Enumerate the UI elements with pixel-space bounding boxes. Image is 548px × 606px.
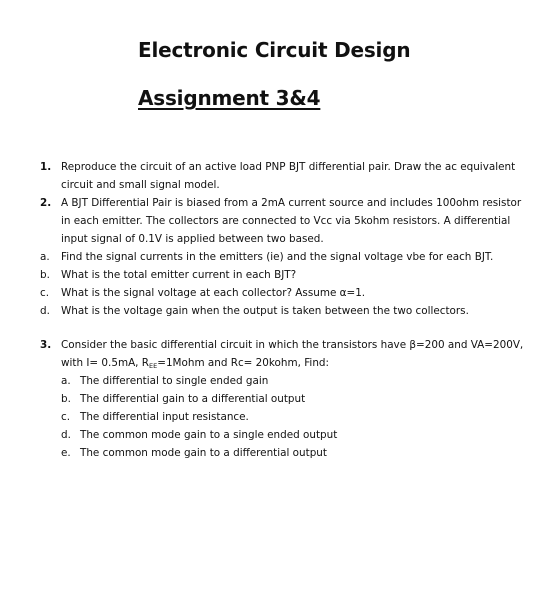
part-text: What is the signal voltage at each collector? Assume α=1. bbox=[61, 287, 366, 299]
part-text: The common mode gain to a single ended output bbox=[80, 429, 338, 441]
part-marker: e. bbox=[61, 447, 71, 459]
part-marker: b. bbox=[61, 393, 71, 405]
spacer bbox=[0, 320, 548, 336]
question-2-part-d bbox=[0, 302, 548, 320]
question-2-cont-1 bbox=[0, 212, 548, 230]
question-3-cont bbox=[0, 354, 548, 372]
part-marker: c. bbox=[40, 287, 50, 299]
part-text: Find the signal currents in the emitters (ie) and the signal voltage vbe for each BJT. bbox=[61, 251, 494, 263]
question-1-cont bbox=[0, 176, 548, 194]
question-3-line-1: Consider the basic differential circuit in which the transistors have β=200 and VA=200V, bbox=[61, 339, 524, 351]
question-3-part-b bbox=[0, 390, 548, 408]
question-3 bbox=[0, 336, 548, 354]
part-marker: a. bbox=[61, 375, 71, 387]
part-marker: d. bbox=[61, 429, 71, 441]
part-text: What is the voltage gain when the output is taken between the two collectors. bbox=[61, 305, 469, 317]
question-3-line-2-end: =1Mohm and Rc= 20kohm, Find: bbox=[157, 357, 330, 369]
question-2-part-c bbox=[0, 284, 548, 302]
question-3-line-2 bbox=[61, 354, 329, 372]
question-list bbox=[0, 158, 548, 462]
document-title: Electronic Circuit Design bbox=[138, 38, 411, 62]
part-marker: b. bbox=[40, 269, 50, 281]
question-2-line-2: in each emitter. The collectors are connected to Vcc via 5kohm resistors. A differential bbox=[61, 215, 511, 227]
question-3-line-2-start: with I= 0.5mA, R bbox=[61, 357, 150, 369]
question-2-line-1: A BJT Differential Pair is biased from a 2mA current source and includes 100ohm resistor bbox=[61, 197, 522, 209]
question-1-number: 1. bbox=[40, 161, 52, 173]
question-2-number: 2. bbox=[40, 197, 52, 209]
part-marker: c. bbox=[61, 411, 71, 423]
part-text: The differential gain to a differential output bbox=[80, 393, 306, 405]
question-3-number: 3. bbox=[40, 339, 52, 351]
part-marker: a. bbox=[40, 251, 50, 263]
part-text: What is the total emitter current in each BJT? bbox=[61, 269, 297, 281]
question-1-line-2: circuit and small signal model. bbox=[61, 179, 220, 191]
question-2-cont-2 bbox=[0, 230, 548, 248]
question-3-part-c bbox=[0, 408, 548, 426]
question-3-part-d bbox=[0, 426, 548, 444]
question-2-part-a bbox=[0, 248, 548, 266]
question-2-part-b bbox=[0, 266, 548, 284]
question-2-line-3: input signal of 0.1V is applied between two based. bbox=[61, 233, 324, 245]
question-1-line-1: Reproduce the circuit of an active load PNP BJT differential pair. Draw the ac equivalent bbox=[61, 161, 516, 173]
question-1 bbox=[0, 158, 548, 176]
resistor-subscript: EE bbox=[149, 362, 158, 370]
part-text: The differential input resistance. bbox=[80, 411, 249, 423]
question-3-part-e bbox=[0, 444, 548, 462]
part-text: The common mode gain to a differential output bbox=[80, 447, 327, 459]
part-text: The differential to single ended gain bbox=[80, 375, 269, 387]
part-marker: d. bbox=[40, 305, 50, 317]
question-2 bbox=[0, 194, 548, 212]
question-3-part-a bbox=[0, 372, 548, 390]
document-subtitle: Assignment 3&4 bbox=[138, 86, 321, 110]
